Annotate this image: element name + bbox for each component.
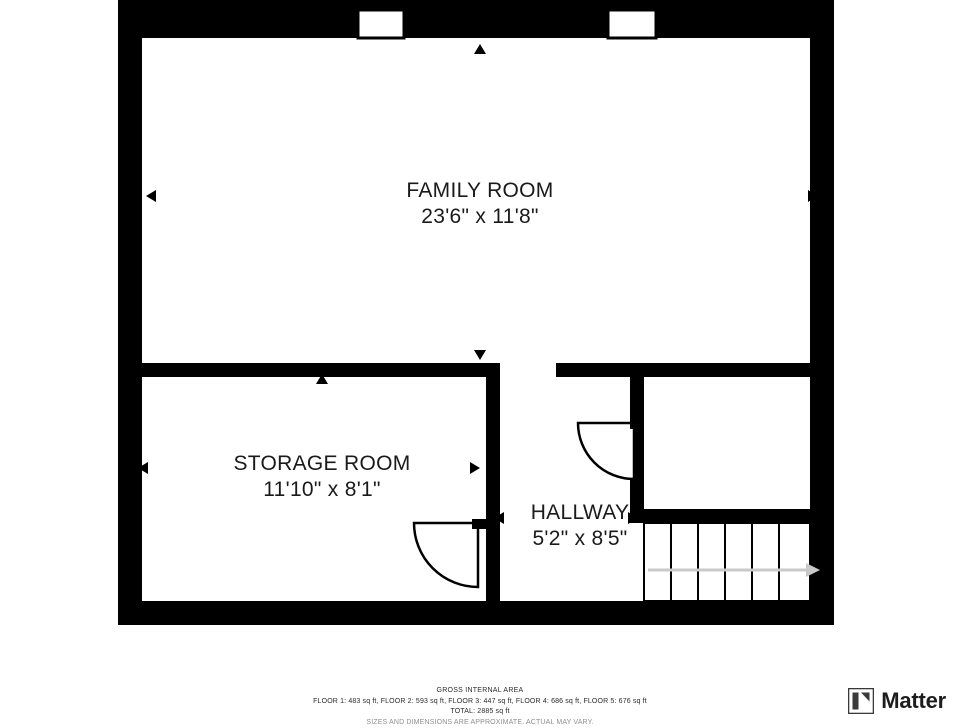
- brand-logo: [848, 688, 946, 714]
- wall-interior-family-bottom-left: [118, 363, 500, 377]
- room-name-family-room: FAMILY ROOM: [280, 178, 680, 204]
- door-jamb-closet: [630, 419, 644, 429]
- wall-exterior-left: [118, 0, 142, 625]
- room-dimensions-storage-room: 11'10" x 8'1": [122, 477, 522, 503]
- floor-areas: FLOOR 1: 483 sq ft, FLOOR 2: 593 sq ft, FLOOR 3: 447 sq ft, FLOOR 4: 686 sq ft, FLOOR 5: 676 sq ft: [0, 697, 960, 708]
- wall-interior-family-bottom-right: [556, 363, 834, 377]
- room-label-family-room: [280, 178, 680, 229]
- wall-exterior-top-left-segment: [118, 10, 358, 38]
- wall-exterior-top-right-segment: [656, 10, 834, 38]
- brand-name: Matter: [881, 688, 946, 714]
- window-top-right: [608, 10, 656, 38]
- window-top-left: [358, 10, 404, 38]
- wall-exterior-top: [118, 0, 834, 10]
- room-name-storage-room: STORAGE ROOM: [122, 451, 522, 477]
- room-label-storage-room: [122, 451, 522, 502]
- wall-exterior-right: [810, 0, 834, 625]
- room-dimensions-hallway: 5'2" x 8'5": [430, 526, 730, 552]
- wall-exterior-bottom: [118, 601, 834, 625]
- gross-internal-area-label: GROSS INTERNAL AREA: [0, 686, 960, 697]
- room-label-hallway: [430, 500, 730, 551]
- area-summary: [0, 686, 960, 728]
- matter-logo-icon: [848, 688, 874, 714]
- wall-exterior-top-mid-segment: [404, 10, 608, 38]
- size-disclaimer: SIZES AND DIMENSIONS ARE APPROXIMATE. ACTUAL MAY VARY.: [0, 718, 960, 728]
- room-dimensions-family-room: 23'6" x 11'8": [280, 204, 680, 230]
- total-area: TOTAL: 2885 sq ft: [0, 707, 960, 718]
- room-name-hallway: HALLWAY: [430, 500, 730, 526]
